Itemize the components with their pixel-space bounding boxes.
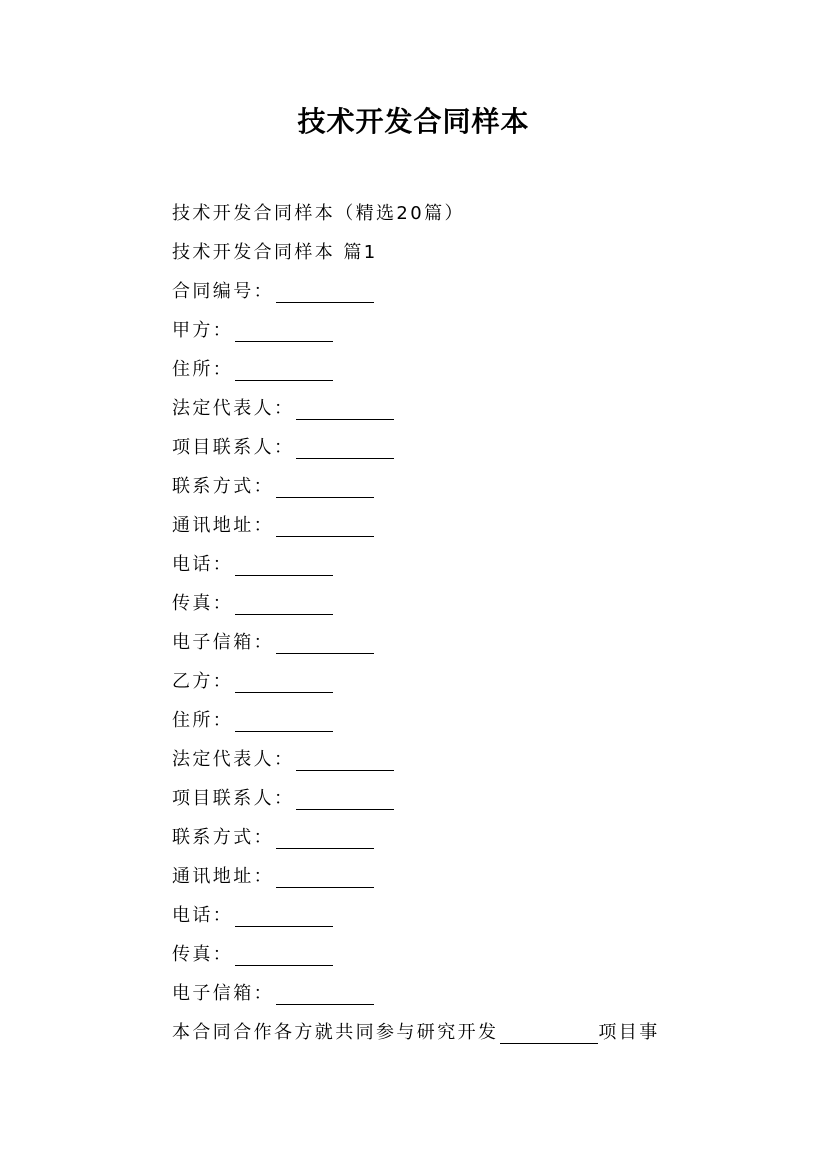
blank-line (235, 941, 333, 966)
field-fax-b (172, 935, 732, 974)
field-label: 传真： (172, 944, 234, 965)
field-party-b (172, 662, 732, 701)
field-phone-b (172, 896, 732, 935)
field-legal-rep-a (172, 389, 732, 428)
field-label: 项目联系人： (172, 788, 295, 809)
field-project-contact-b (172, 779, 732, 818)
heading-line (172, 194, 732, 233)
field-label: 法定代表人： (172, 749, 295, 770)
blank-line (235, 356, 333, 381)
field-label: 甲方： (172, 320, 234, 341)
document-title: 技术开发合同样本 (297, 105, 530, 138)
body-paragraph-line (172, 1013, 732, 1052)
blank-line (276, 278, 374, 303)
blank-line (235, 902, 333, 927)
field-label: 住所： (172, 359, 234, 380)
paragraph-text-prefix: 本合同合作各方就共同参与研究开发 (172, 1022, 499, 1043)
field-legal-rep-b (172, 740, 732, 779)
field-contact-method-a (172, 467, 732, 506)
field-label: 电子信箱： (172, 983, 274, 1004)
field-label: 传真： (172, 593, 234, 614)
blank-line (235, 590, 333, 615)
field-email-a (172, 623, 732, 662)
blank-line (276, 980, 374, 1005)
field-party-a (172, 311, 732, 350)
field-label: 联系方式： (172, 476, 274, 497)
field-mail-address-a (172, 506, 732, 545)
blank-line (276, 512, 374, 537)
field-label: 联系方式： (172, 827, 274, 848)
field-project-contact-a (172, 428, 732, 467)
blank-line (276, 473, 374, 498)
field-label: 项目联系人： (172, 437, 295, 458)
field-fax-a (172, 584, 732, 623)
field-contact-method-b (172, 818, 732, 857)
blank-line (235, 551, 333, 576)
field-label: 通讯地址： (172, 515, 274, 536)
section-line (172, 233, 732, 272)
field-email-b (172, 974, 732, 1013)
field-address-b (172, 701, 732, 740)
blank-line (296, 434, 394, 459)
blank-line (296, 746, 394, 771)
line-text: 技术开发合同样本（精选20篇） (172, 203, 465, 224)
field-label: 电子信箱： (172, 632, 274, 653)
blank-line (235, 317, 333, 342)
paragraph-text-suffix: 项目事 (598, 1022, 660, 1043)
field-label: 合同编号： (172, 281, 274, 302)
field-label: 通讯地址： (172, 866, 274, 887)
field-mail-address-b (172, 857, 732, 896)
blank-line (276, 824, 374, 849)
field-label: 电话： (172, 905, 234, 926)
blank-line (296, 395, 394, 420)
field-contract-number (172, 272, 732, 311)
field-label: 住所： (172, 710, 234, 731)
field-phone-a (172, 545, 732, 584)
field-address-a (172, 350, 732, 389)
line-text: 技术开发合同样本 篇1 (172, 242, 378, 263)
blank-line (235, 707, 333, 732)
blank-line (276, 863, 374, 888)
field-label: 法定代表人： (172, 398, 295, 419)
blank-line (235, 668, 333, 693)
blank-line (296, 785, 394, 810)
blank-line (276, 629, 374, 654)
document-body (172, 194, 732, 1052)
field-label: 电话： (172, 554, 234, 575)
field-label: 乙方： (172, 671, 234, 692)
blank-line (500, 1019, 598, 1044)
